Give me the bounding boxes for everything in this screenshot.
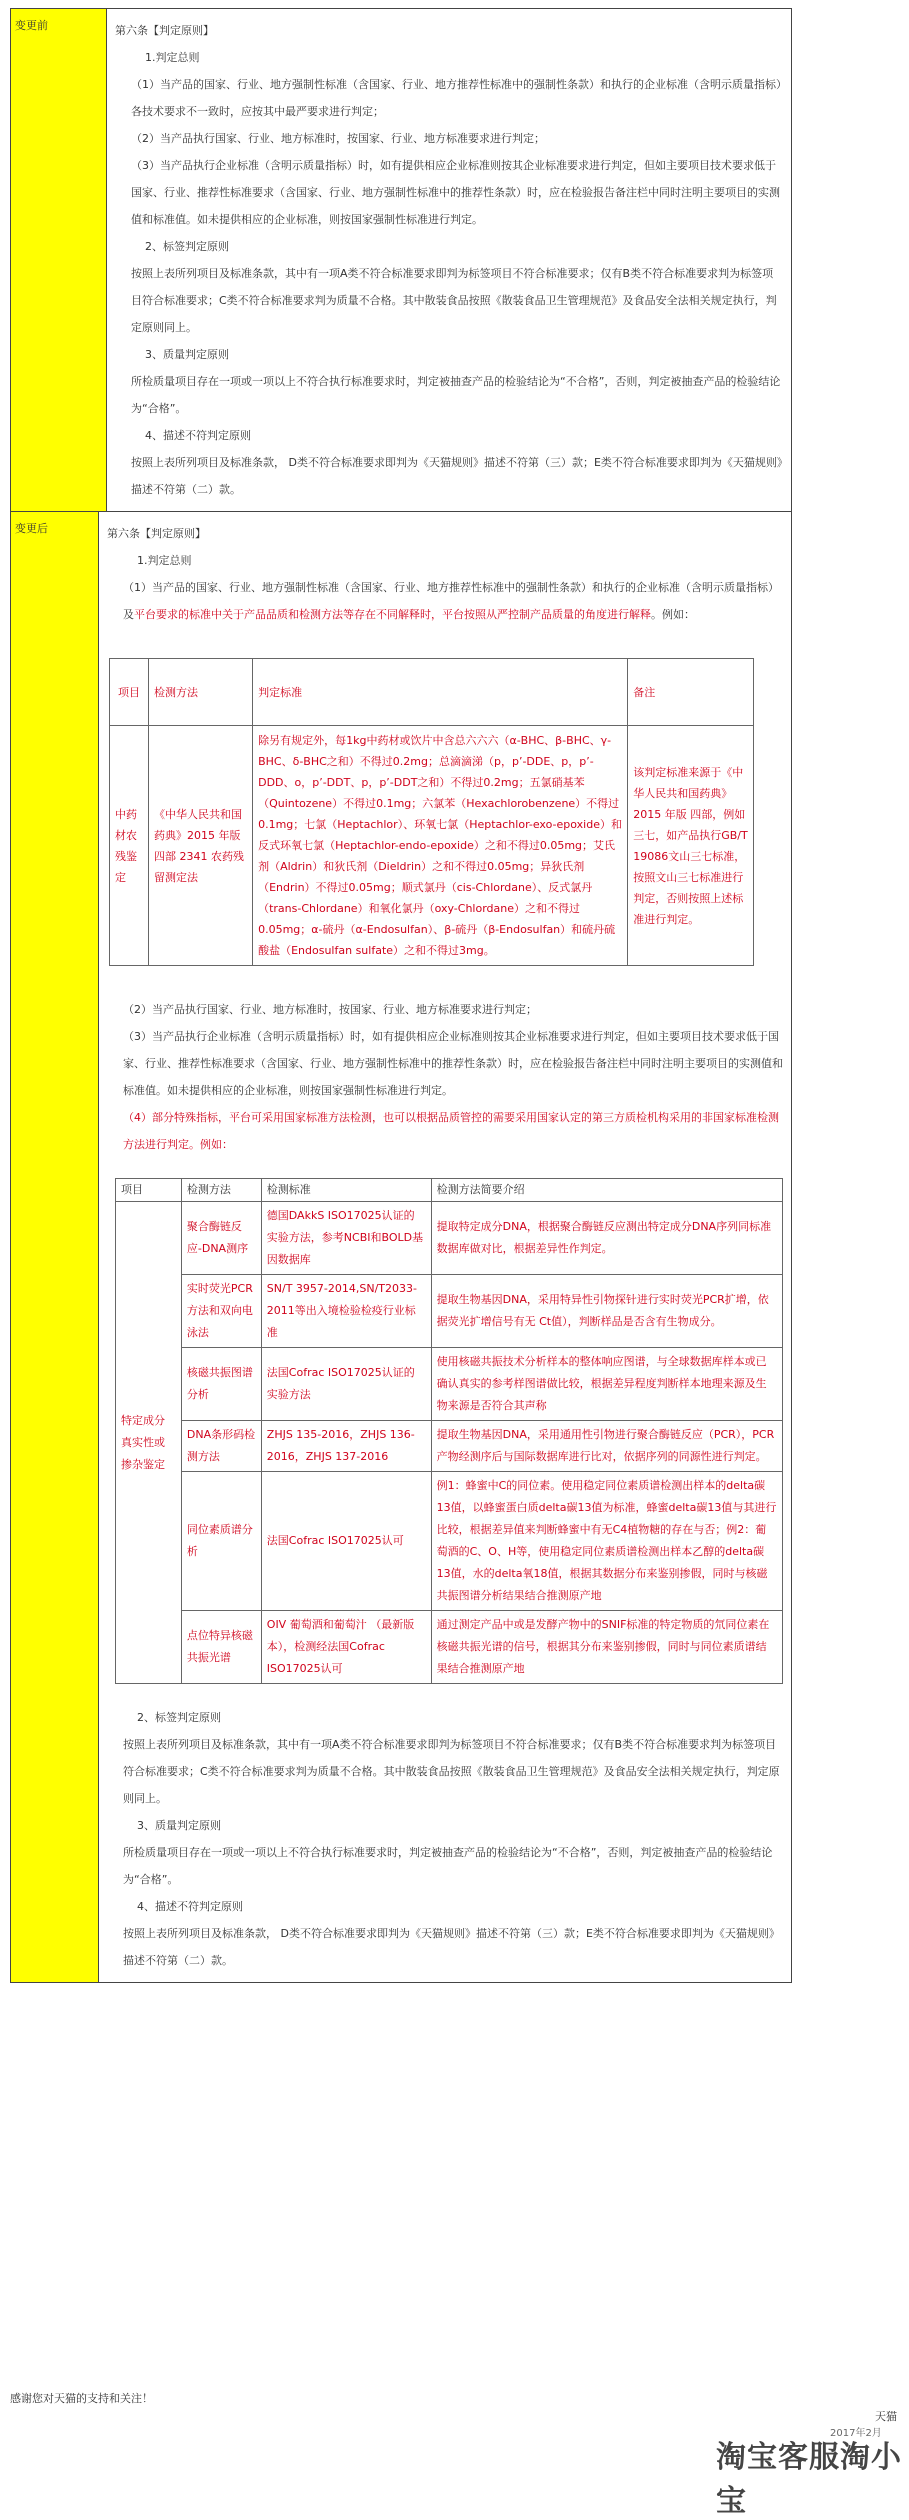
- table2-row: [116, 1611, 783, 1684]
- after-bottom-paragraphs: [107, 1704, 783, 1974]
- after-section: [11, 512, 791, 1982]
- table1-header-method: 检测方法: [149, 659, 253, 726]
- table1-row: [110, 726, 754, 966]
- table2-intro: 提取特定成分DNA，根据聚合酶链反应测出特定成分DNA序列同标准数据库做对比，根据差异性作判定。: [431, 1202, 782, 1275]
- change-comparison-table: [10, 8, 792, 1983]
- table2-standard: OIV 葡萄酒和葡萄汁 （最新版本），检测经法国Cofrac ISO17025认可: [261, 1611, 431, 1684]
- before-content: [107, 9, 791, 511]
- paragraph: 2、标签判定原则: [137, 1711, 221, 1724]
- paragraph: 按照上表所列项目及标准条款，其中有一项A类不符合标准要求即判为标签项目不符合标准要求；仅有B类不符合标准要求判为标签项目符合标准要求；C类不符合标准要求判为质量不合格。其中散装食品按照《散装食品卫生管理规范》及食品安全法相关规定执行，判定原则同上。: [123, 1738, 780, 1805]
- watermark: 淘宝客服淘小宝: [716, 2440, 902, 2519]
- table2-header-item: 项目: [116, 1179, 182, 1202]
- paragraph: （2）当产品执行国家、行业、地方标准时，按国家、行业、地方标准要求进行判定；: [123, 1003, 537, 1016]
- after-content: [99, 512, 791, 1982]
- paragraph: 4、描述不符判定原则: [145, 429, 251, 442]
- rule-1-text-c: 。例如：: [651, 608, 695, 621]
- table2-intro: 通过测定产品中或是发酵产物中的SNIF标准的特定物质的氘同位素在核磁共振光谱的信号，根据其分布来鉴别掺假，同时与同位素质谱结果结合推测原产地: [431, 1611, 782, 1684]
- table2-standard: 法国Cofrac ISO17025认可: [261, 1472, 431, 1611]
- thanks-text: 感谢您对天猫的支持和关注！: [10, 2392, 153, 2405]
- table1-header-row: [110, 659, 754, 726]
- after-top-paragraphs: [107, 520, 783, 574]
- rule-1-paragraph: [107, 574, 783, 628]
- table2-standard: ZHJS 135-2016，ZHJS 136-2016，ZHJS 137-2016: [261, 1421, 431, 1472]
- table2-row: [116, 1472, 783, 1611]
- table2-intro: 提取生物基因DNA，采用通用性引物进行聚合酶链反应（PCR），PCR产物经测序后与国际数据库进行比对，依据序列的同源性进行判定。: [431, 1421, 782, 1472]
- paragraph: 第六条【判定原则】: [115, 24, 214, 37]
- table2-row: [116, 1421, 783, 1472]
- table1-standard: 除另有规定外，每1kg中药材或饮片中含总六六六（α-BHC、β-BHC、γ-BHC、δ-BHC之和）不得过0.2mg；总滴滴涕（p，p’-DDE、p，p’-DDD、o，p’-DDT、p，p’-DDT之和）不得过0.2mg；五氯硝基苯（Quintozene）不得过0.1mg；六氯苯（Hexachlorobenzene）不得过 0.1mg；七氯（Heptachlor）、环氧七氯（Heptachlor-exo-epoxide）和反式环氧七氯（Heptachlor-endo-epoxide）之和不得过0.05mg；艾氏剂（Aldrin）和狄氏剂（Dieldrin）之和不得过0.05mg；异狄氏剂（Endrin）不得过0.05mg；顺式氯丹（cis-Chlordane）、反式氯丹（trans-Chlordane）和氧化氯丹（oxy-Chlordane）之和不得过0.05mg；α-硫丹（α-Endosulfan）、β-硫丹（β-Endosulfan）和硫丹硫酸盐（Endosulfan sulfate）之和不得过3mg。: [253, 726, 628, 966]
- authenticity-test-table: [115, 1178, 783, 1684]
- table2-method: 实时荧光PCR方法和双向电泳法: [181, 1275, 261, 1348]
- table1-note: 该判定标准来源于《中华人民共和国药典》2015 年版 四部，例如三七，如产品执行GB/T 19086文山三七标准，按照文山三七标准进行判定，否则按照上述标准进行判定。: [628, 726, 754, 966]
- table2-intro: 例1：蜂蜜中C的同位素。使用稳定同位素质谱检测出样本的delta碳13值，以蜂蜜蛋白质delta碳13值为标准，蜂蜜delta碳13值与其进行比较，根据差异值来判断蜂蜜中有无C4植物糖的存在与否；例2：葡萄酒的C、O、H等，使用稳定同位素质谱检测出样本乙醇的delta碳13值，水的delta氧18值，根据其数据分布来鉴别掺假，同时与核磁共振图谱分析结果结合推测原产地: [431, 1472, 782, 1611]
- table2-method: 核磁共振图谱分析: [181, 1348, 261, 1421]
- table1-header-note: 备注: [628, 659, 754, 726]
- paragraph: 第六条【判定原则】: [107, 527, 206, 540]
- table2-header-method: 检测方法: [181, 1179, 261, 1202]
- paragraph: 1.判定总则: [137, 554, 192, 567]
- paragraph: （2）当产品执行国家、行业、地方标准时，按国家、行业、地方标准要求进行判定；: [131, 132, 545, 145]
- table1-header-item: 项目: [110, 659, 149, 726]
- table1-method: 《中华人民共和国药典》2015 年版 四部 2341 农药残留测定法: [149, 726, 253, 966]
- rule-1-text-red: 平台要求的标准中关于产品品质和检测方法等存在不同解释时，平台按照从严控制产品质量的角度进行解释: [134, 608, 651, 621]
- table2-standard: 德国DAkkS ISO17025认证的实验方法，参考NCBI和BOLD基因数据库: [261, 1202, 431, 1275]
- signature: 天猫: [875, 2410, 897, 2423]
- table2-header-standard: 检测标准: [261, 1179, 431, 1202]
- paragraph: 3、质量判定原则: [137, 1819, 221, 1832]
- paragraph: 1.判定总则: [145, 51, 200, 64]
- table2-method: DNA条形码检测方法: [181, 1421, 261, 1472]
- paragraph: （3）当产品执行企业标准（含明示质量指标）时，如有提供相应企业标准则按其企业标准要求进行判定，但如主要项目技术要求低于国家、行业、推荐性标准要求（含国家、行业、地方强制性标准中的推荐性条款）时，应在检验报告备注栏中同时注明主要项目的实测值和标准值。如未提供相应的企业标准，则按国家强制性标准进行判定。: [123, 1030, 783, 1097]
- after-label: 变更后: [11, 512, 99, 1982]
- paragraph: 按照上表所列项目及标准条款， D类不符合标准要求即判为《天猫规则》描述不符第（三）款；E类不符合标准要求即判为《天猫规则》描述不符第（二）款。: [131, 456, 783, 496]
- rule-1-text-a: （1）当产品的国家、行业、地方强制性标准（含国家、行业、地方推荐性标准中的强制性条款）和执行的企业标准（含明示质量指标）及: [123, 581, 779, 621]
- before-section: [11, 9, 791, 512]
- paragraph: （1）当产品的国家、行业、地方强制性标准（含国家、行业、地方推荐性标准中的强制性条款）和执行的企业标准（含明示质量指标）各技术要求不一致时，应按其中最严要求进行判定；: [131, 78, 782, 118]
- table2-item: 特定成分真实性或掺杂鉴定: [116, 1202, 182, 1684]
- table2-header-row: [116, 1179, 783, 1202]
- paragraph: 按照上表所列项目及标准条款， D类不符合标准要求即判为《天猫规则》描述不符第（三）款；E类不符合标准要求即判为《天猫规则》描述不符第（二）款。: [123, 1927, 780, 1967]
- paragraph: （3）当产品执行企业标准（含明示质量指标）时，如有提供相应企业标准则按其企业标准要求进行判定，但如主要项目技术要求低于国家、行业、推荐性标准要求（含国家、行业、地方强制性标准中的推荐性条款）时，应在检验报告备注栏中同时注明主要项目的实测值和标准值。如未提供相应的企业标准，则按国家强制性标准进行判定。: [131, 159, 780, 226]
- paragraph: 所检质量项目存在一项或一项以上不符合执行标准要求时，判定被抽查产品的检验结论为“不合格”，否则，判定被抽查产品的检验结论为“合格”。: [131, 375, 781, 415]
- table2-intro: 提取生物基因DNA，采用特异性引物探针进行实时荧光PCR扩增，依据荧光扩增信号有无 Ct值），判断样品是否含有生物成分。: [431, 1275, 782, 1348]
- table2-method: 聚合酶链反应-DNA测序: [181, 1202, 261, 1275]
- pesticide-residue-table: [109, 658, 754, 966]
- date: 2017年2月: [830, 2428, 882, 2439]
- after-mid-paragraphs: [107, 996, 783, 1158]
- table2-row: [116, 1202, 783, 1275]
- paragraph: 按照上表所列项目及标准条款，其中有一项A类不符合标准要求即判为标签项目不符合标准要求；仅有B类不符合标准要求判为标签项目符合标准要求；C类不符合标准要求判为质量不合格。其中散装食品按照《散装食品卫生管理规范》及食品安全法相关规定执行，判定原则同上。: [131, 267, 777, 334]
- before-label: 变更前: [11, 9, 107, 511]
- table1-item: 中药材农残鉴定: [110, 726, 149, 966]
- paragraph: 2、标签判定原则: [145, 240, 229, 253]
- table1-header-standard: 判定标准: [253, 659, 628, 726]
- paragraph: （4）部分特殊指标，平台可采用国家标准方法检测，也可以根据品质管控的需要采用国家认定的第三方质检机构采用的非国家标准检测方法进行判定。例如：: [123, 1111, 779, 1151]
- table2-row: [116, 1275, 783, 1348]
- table2-row: [116, 1348, 783, 1421]
- table2-method: 点位特异核磁共振光谱: [181, 1611, 261, 1684]
- table2-intro: 使用核磁共振技术分析样本的整体响应图谱，与全球数据库样本或已确认真实的参考样图谱做比较，根据差异程度判断样本地理来源及生物来源是否符合其声称: [431, 1348, 782, 1421]
- table2-method: 同位素质谱分析: [181, 1472, 261, 1611]
- table2-standard: SN/T 3957-2014,SN/T2033-2011等出入境检验检疫行业标准: [261, 1275, 431, 1348]
- paragraph: 4、描述不符判定原则: [137, 1900, 243, 1913]
- paragraph: 3、质量判定原则: [145, 348, 229, 361]
- table2-header-intro: 检测方法简要介绍: [431, 1179, 782, 1202]
- paragraph: 所检质量项目存在一项或一项以上不符合执行标准要求时，判定被抽查产品的检验结论为“不合格”，否则，判定被抽查产品的检验结论为“合格”。: [123, 1846, 773, 1886]
- table2-standard: 法国Cofrac ISO17025认证的实验方法: [261, 1348, 431, 1421]
